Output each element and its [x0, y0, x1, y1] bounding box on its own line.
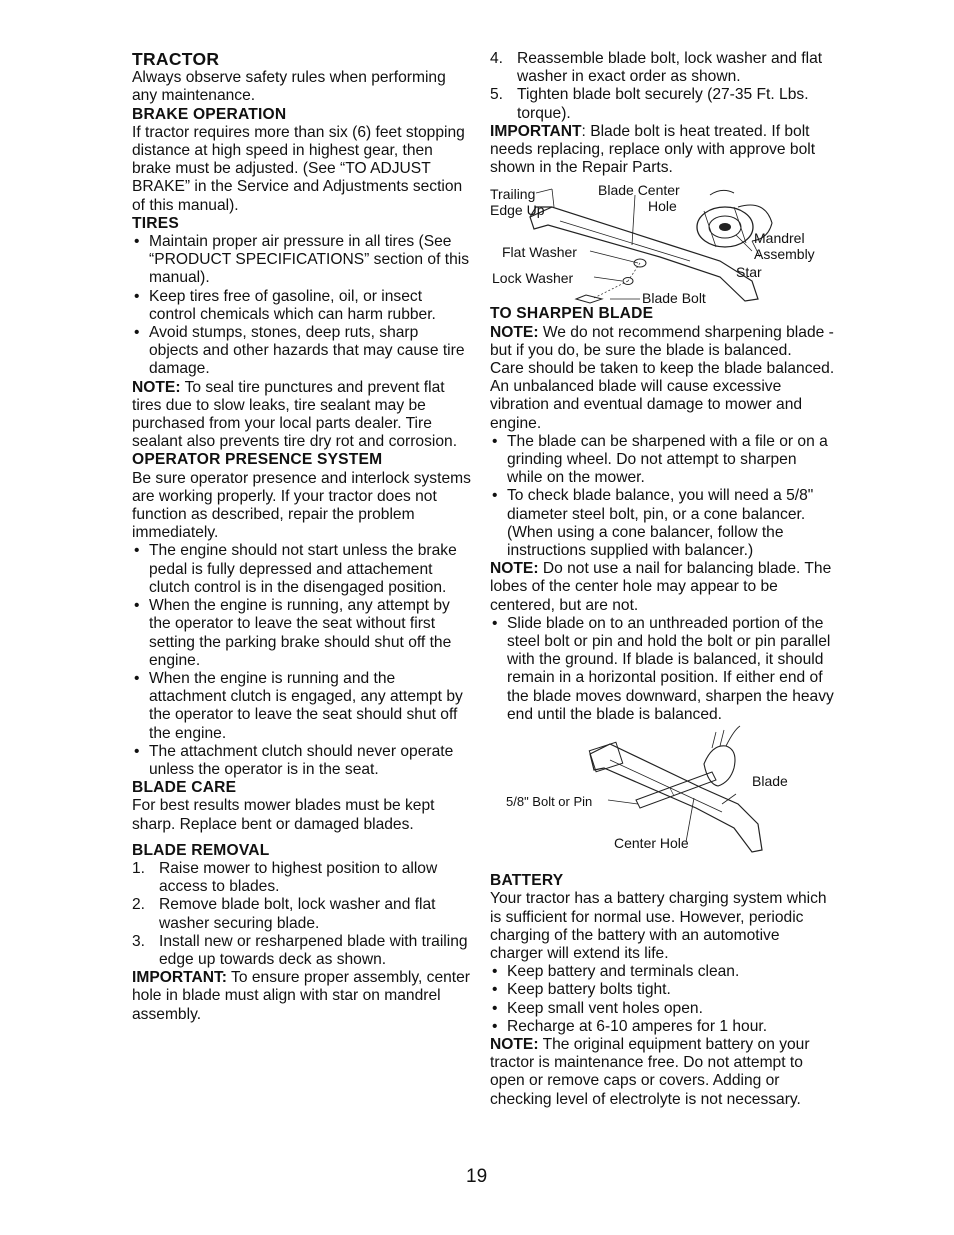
important-label: IMPORTANT:	[132, 969, 227, 987]
operator-presence-text: Be sure operator presence and interlock systems are working properly. If your tractor does not function as described, repair the problem immediately.	[132, 469, 471, 542]
label-blade-bolt: Blade Bolt	[642, 290, 706, 306]
list-item	[490, 50, 835, 86]
list-item: • Maintain proper air pressure in all tires (See “PRODUCT SPECIFICATIONS” section of this manual).	[132, 233, 472, 288]
blade-care-heading: BLADE CARE	[132, 779, 237, 797]
note-text: Do not use a nail for balancing blade. The lobes of the center hole may appear to be centered, but are not.	[490, 560, 832, 614]
list-item: • Recharge at 6-10 amperes for 1 hour.	[490, 1018, 835, 1036]
blade-balance-figure	[490, 724, 835, 872]
label-blade: Blade	[752, 773, 788, 790]
list-item: • The engine should not start unless the brake pedal is fully depressed and attachement clutch control is in the disengaged position.	[132, 542, 472, 597]
label-lock-washer: Lock Washer	[492, 270, 574, 287]
step-number: 2.	[132, 896, 146, 914]
list-item: • When the engine is running and the attachment clutch is engaged, any attempt by the operator to leave the seat should shut off the engine.	[132, 670, 472, 743]
label-hole: Hole	[648, 198, 677, 215]
battery-note	[490, 1036, 835, 1109]
note-text: To seal tire punctures and prevent flat tires due to slow leaks, tire sealant may be purchased from your local parts dealer. Tire sealant also prevents tire dry rot and corrosion.	[132, 378, 458, 451]
step-text: Install new or resharpened blade with trailing edge up towards deck as shown.	[159, 932, 468, 968]
sharpen-blade-heading: TO SHARPEN BLADE	[490, 305, 654, 323]
step-number: 4.	[490, 50, 504, 67]
list-item: • Keep tires free of gasoline, oil, or insect control chemicals which can harm rubber.	[132, 288, 472, 324]
bolt-important	[490, 123, 835, 178]
label-mandrel: Mandrel	[754, 230, 805, 247]
note-label: NOTE:	[132, 378, 181, 396]
step-text: Tighten blade bolt securely (27-35 Ft. Lbs. torque).	[517, 86, 809, 122]
list-item	[132, 896, 472, 932]
note-text: The original equipment battery on your tractor is maintenance free. Do not attempt to open or remove caps or covers. Adding or checking level of electrolyte is not necessary.	[490, 1035, 810, 1108]
label-assembly: Assembly	[754, 246, 815, 263]
tires-heading: TIRES	[132, 214, 179, 232]
right-column	[490, 50, 835, 1109]
step-text: Raise mower to highest position to allow access to blades.	[159, 859, 438, 896]
list-item: • Keep small vent holes open.	[490, 1000, 835, 1018]
step-text: Reassemble blade bolt, lock washer and flat washer in exact order as shown.	[517, 50, 823, 86]
list-item: • Avoid stumps, stones, deep ruts, sharp objects and other hazards that may cause tire damage.	[132, 324, 472, 379]
operator-presence-heading: OPERATOR PRESENCE SYSTEM	[132, 451, 383, 469]
list-item	[132, 933, 472, 969]
blade-removal-steps-continued	[490, 50, 835, 123]
sharpen-care-text: Care should be taken to keep the blade balanced. An unbalanced blade will cause excessive vibration and eventual damage to mower and engine.	[490, 360, 835, 432]
list-item: • When the engine is running, any attempt by the operator to leave the seat without first setting the parking brake should shut off the engine.	[132, 597, 472, 670]
blade-assembly-illustration	[490, 177, 835, 305]
list-item	[490, 86, 835, 122]
label-flat-washer: Flat Washer	[502, 244, 577, 261]
important-label: IMPORTANT	[490, 122, 582, 140]
page-number: 19	[466, 1166, 488, 1187]
blade-care-text: For best results mower blades must be kept sharp. Replace bent or damaged blades.	[132, 797, 435, 833]
label-edge-up: Edge Up	[490, 202, 545, 219]
label-bolt-or-pin: 5/8" Bolt or Pin	[506, 794, 593, 810]
label-trailing: Trailing	[490, 186, 536, 203]
left-column	[132, 50, 472, 1024]
list-item: • To check blade balance, you will need a 5/8" diameter steel bolt, pin, or a cone balancer. (When using a cone balancer, follow the instructions supplied with balancer.)	[490, 487, 835, 560]
tires-note	[132, 379, 472, 452]
blade-removal-heading: BLADE REMOVAL	[132, 841, 270, 859]
note-text: We do not recommend sharpening blade - but if you do, be sure the blade is balanced.	[490, 323, 834, 359]
sharpen-list	[490, 433, 835, 560]
step-text: Remove blade bolt, lock washer and flat washer securing blade.	[159, 896, 436, 932]
brake-operation-heading: BRAKE OPERATION	[132, 105, 287, 123]
important-text: To ensure proper assembly, center hole in blade must align with star on mandrel assembly.	[132, 969, 470, 1023]
blade-assembly-figure	[490, 177, 835, 305]
nail-note	[490, 560, 835, 615]
brake-operation-text: If tractor requires more than six (6) feet stopping distance at high speed in highest gear, then brake must be adjusted. (See “TO ADJUST BRAKE” in the Service and Adjustments section of this manual).	[132, 123, 465, 214]
tires-list	[132, 233, 472, 379]
note-label: NOTE:	[490, 560, 539, 578]
label-star: Star	[736, 264, 762, 281]
blade-balance-illustration	[490, 724, 835, 872]
battery-heading: BATTERY	[490, 872, 564, 890]
list-item: • Keep battery and terminals clean.	[490, 963, 835, 981]
list-item	[132, 860, 472, 896]
spacer	[132, 834, 472, 842]
tractor-heading: TRACTOR	[132, 49, 220, 69]
list-item: • The attachment clutch should never operate unless the operator is in the seat.	[132, 743, 472, 779]
tractor-intro: Always observe safety rules when performing any maintenance.	[132, 69, 446, 105]
operator-presence-list	[132, 542, 472, 779]
removal-important	[132, 969, 472, 1024]
list-item: • Slide blade on to an unthreaded portion of the steel bolt or pin and hold the bolt or pin parallel with the ground. If blade is balanced, it should remain in a horizontal position. If either end of the blade moves downward, sharpen the heavy end until the blade is balanced.	[490, 615, 835, 724]
battery-text: Your tractor has a battery charging system which is sufficient for normal use. However, periodic charging of the battery with an automotive charger will extend its life.	[490, 890, 827, 962]
label-center-hole: Center Hole	[614, 835, 689, 852]
battery-list	[490, 963, 835, 1036]
list-item: • Keep battery bolts tight.	[490, 981, 835, 999]
step-number: 1.	[132, 859, 146, 877]
sharpen-note	[490, 324, 835, 360]
step-number: 3.	[132, 932, 146, 950]
note-label: NOTE:	[490, 323, 539, 341]
note-label: NOTE:	[490, 1035, 539, 1053]
balance-list	[490, 615, 835, 724]
step-number: 5.	[490, 86, 504, 104]
important-text: : Blade bolt is heat treated. If bolt needs replacing, replace only with approve bolt shown in the Repair Parts.	[490, 122, 816, 177]
blade-removal-steps	[132, 860, 472, 969]
label-blade-center: Blade Center	[598, 182, 680, 199]
list-item: • The blade can be sharpened with a file or on a grinding wheel. Do not attempt to sharpen while on the mower.	[490, 433, 835, 488]
